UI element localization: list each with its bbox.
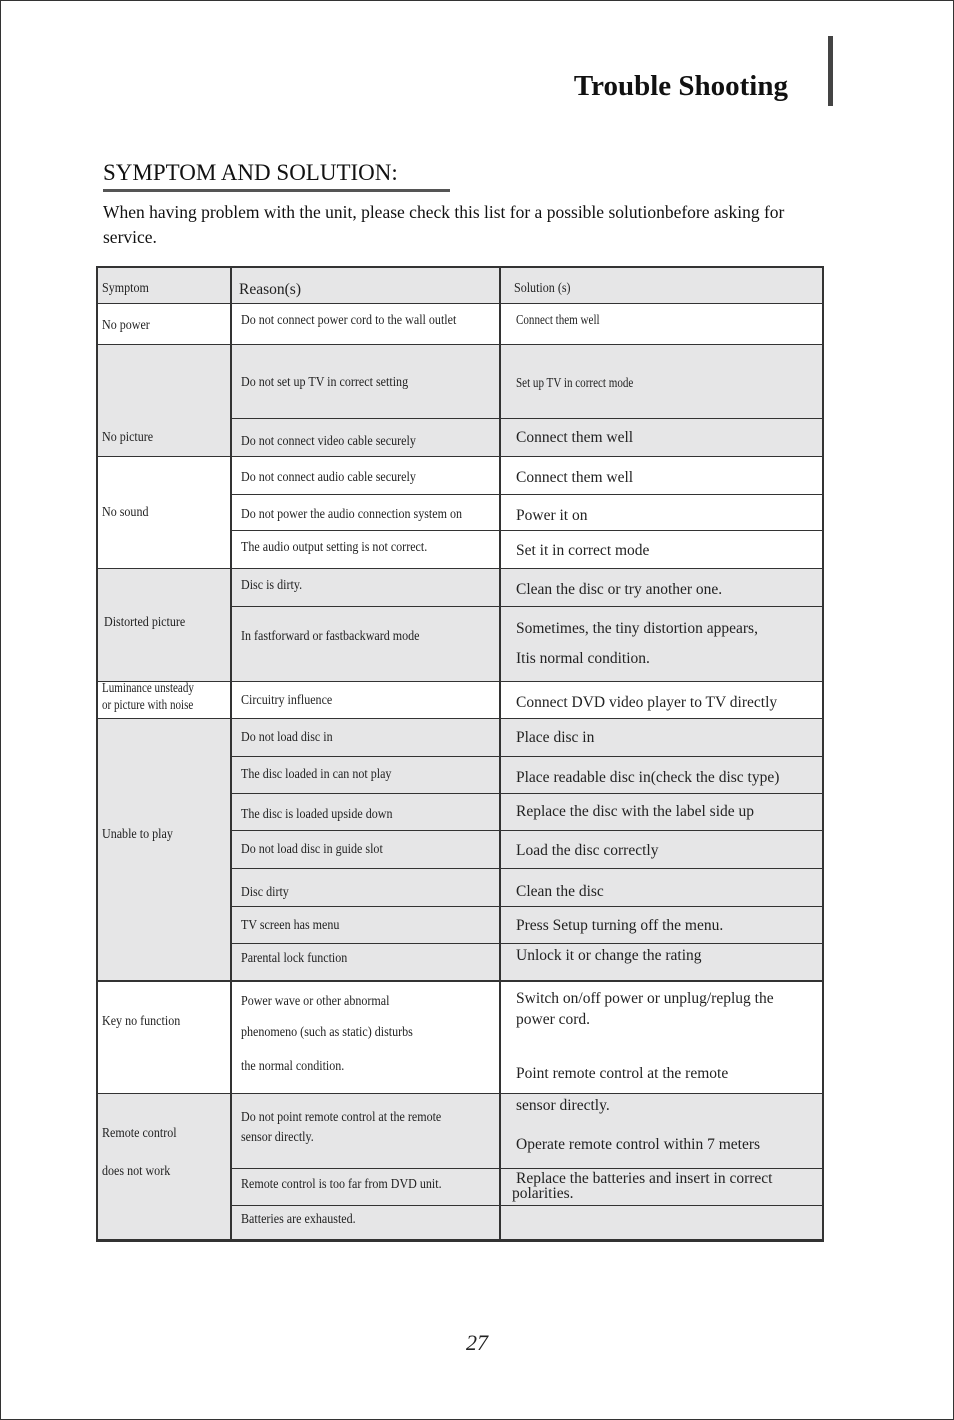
solution-cell: Connect them well xyxy=(516,312,600,327)
row-separator xyxy=(230,943,824,944)
trouble-shooting-table xyxy=(96,266,824,1242)
row-separator xyxy=(230,756,824,757)
symptom-remote-line-1: Remote control xyxy=(102,1126,177,1141)
symptom-luminance-line-1: Luminance unsteady xyxy=(102,680,194,695)
solution-cell: Itis normal condition. xyxy=(516,650,650,667)
column-divider-1 xyxy=(230,266,232,1242)
header-row-bg xyxy=(96,266,824,304)
intro-paragraph: When having problem with the unit, please check this list for a possible solutionbefore asking for service. xyxy=(103,202,785,247)
row-separator xyxy=(230,606,824,607)
solution-cell: Place readable disc in(check the disc type) xyxy=(516,769,780,786)
reason-cell: Do not connect video cable securely xyxy=(241,434,416,449)
solution-cell: Switch on/off power or unplug/replug the xyxy=(516,990,774,1007)
reason-cell: Parental lock function xyxy=(241,951,348,966)
row-separator xyxy=(96,303,824,304)
row-separator xyxy=(230,793,824,794)
row-separator xyxy=(230,1205,824,1206)
solution-cell: Connect DVD video player to TV directly xyxy=(516,694,778,711)
row-separator xyxy=(96,1093,824,1094)
solution-cell: Press Setup turning off the menu. xyxy=(516,917,724,934)
section-title: SYMPTOM AND SOLUTION: xyxy=(103,160,398,185)
solution-cell: Operate remote control within 7 meters xyxy=(516,1136,761,1153)
solution-cell: polarities. xyxy=(512,1185,574,1202)
header-reason: Reason(s) xyxy=(239,281,301,298)
reason-cell: Power wave or other abnormal xyxy=(241,994,390,1009)
reason-cell: In fastforward or fastbackward mode xyxy=(241,629,420,644)
reason-cell: The audio output setting is not correct. xyxy=(241,540,428,555)
header-solution: Solution (s) xyxy=(514,281,571,296)
row-separator xyxy=(96,456,824,457)
solution-cell: Unlock it or change the rating xyxy=(516,947,702,964)
solution-cell: Replace the batteries and insert in correct xyxy=(516,1170,773,1187)
reason-cell: Disc is dirty. xyxy=(241,578,303,593)
header-symptom: Symptom xyxy=(102,281,149,296)
reason-cell: Do not connect audio cable securely xyxy=(241,470,416,485)
reason-cell: Do not point remote control at the remote xyxy=(241,1110,442,1125)
table-right-border xyxy=(822,266,824,1242)
solution-cell: Load the disc correctly xyxy=(516,842,659,859)
reason-cell: sensor directly. xyxy=(241,1130,314,1145)
row-separator xyxy=(230,418,824,419)
symptom-remote-line-2: does not work xyxy=(102,1164,171,1179)
symptom-no-sound: No sound xyxy=(102,505,149,520)
no-picture-bg xyxy=(96,345,824,457)
row-separator xyxy=(96,344,824,345)
row-separator xyxy=(230,868,824,869)
row-separator xyxy=(230,494,824,495)
solution-cell: Set it in correct mode xyxy=(516,542,650,559)
symptom-luminance-line-2: or picture with noise xyxy=(102,697,194,712)
solution-cell: power cord. xyxy=(516,1011,591,1028)
reason-cell: Do not connect power cord to the wall outlet xyxy=(241,313,457,328)
row-separator xyxy=(96,718,824,719)
page-title: Trouble Shooting xyxy=(573,70,788,102)
symptom-distorted-picture: Distorted picture xyxy=(104,615,186,630)
section-underline xyxy=(103,189,450,192)
table-left-border xyxy=(96,266,98,1242)
row-separator xyxy=(96,980,824,982)
solution-cell: Power it on xyxy=(516,507,588,524)
solution-cell: Place disc in xyxy=(516,729,595,746)
reason-cell: Do not load disc in xyxy=(241,730,333,745)
symptom-no-power: No power xyxy=(102,318,150,333)
solution-cell: Sometimes, the tiny distortion appears, xyxy=(516,620,758,637)
symptom-key-no-function: Key no function xyxy=(102,1014,181,1029)
reason-cell: TV screen has menu xyxy=(241,918,340,933)
solution-cell: Clean the disc xyxy=(516,883,604,900)
reason-cell: Circuitry influence xyxy=(241,693,333,708)
reason-cell: the normal condition. xyxy=(241,1059,345,1074)
reason-cell: Do not set up TV in correct setting xyxy=(241,375,409,390)
solution-cell: Set up TV in correct mode xyxy=(516,375,634,390)
row-separator xyxy=(230,530,824,531)
row-separator xyxy=(230,1168,824,1169)
solution-cell: Replace the disc with the label side up xyxy=(516,803,755,820)
table-bottom-border xyxy=(96,1239,824,1242)
reason-cell: The disc loaded in can not play xyxy=(241,767,392,782)
solution-cell: sensor directly. xyxy=(516,1097,610,1114)
page-number: 27 xyxy=(466,1330,488,1355)
reason-cell: phenomeno (such as static) disturbs xyxy=(241,1025,413,1040)
symptom-no-picture: No picture xyxy=(102,430,154,445)
reason-cell: Do not power the audio connection system on xyxy=(241,507,463,522)
reason-cell: Remote control is too far from DVD unit. xyxy=(241,1177,442,1192)
table-top-border xyxy=(96,266,824,268)
row-separator xyxy=(96,568,824,569)
reason-cell: Disc dirty xyxy=(241,885,289,900)
row-separator xyxy=(230,906,824,907)
reason-cell: Batteries are exhausted. xyxy=(241,1212,356,1227)
reason-cell: The disc is loaded upside down xyxy=(241,807,393,822)
row-separator xyxy=(96,681,824,682)
row-separator xyxy=(230,830,824,831)
column-divider-2 xyxy=(499,266,501,1242)
solution-cell: Point remote control at the remote xyxy=(516,1065,729,1082)
symptom-unable-to-play: Unable to play xyxy=(102,827,173,842)
solution-cell: Clean the disc or try another one. xyxy=(516,581,723,598)
solution-cell: Connect them well xyxy=(516,429,634,446)
unable-to-play-bg xyxy=(96,719,824,981)
header-accent-bar xyxy=(828,36,833,106)
solution-cell: Connect them well xyxy=(516,469,634,486)
reason-cell: Do not load disc in guide slot xyxy=(241,842,383,857)
